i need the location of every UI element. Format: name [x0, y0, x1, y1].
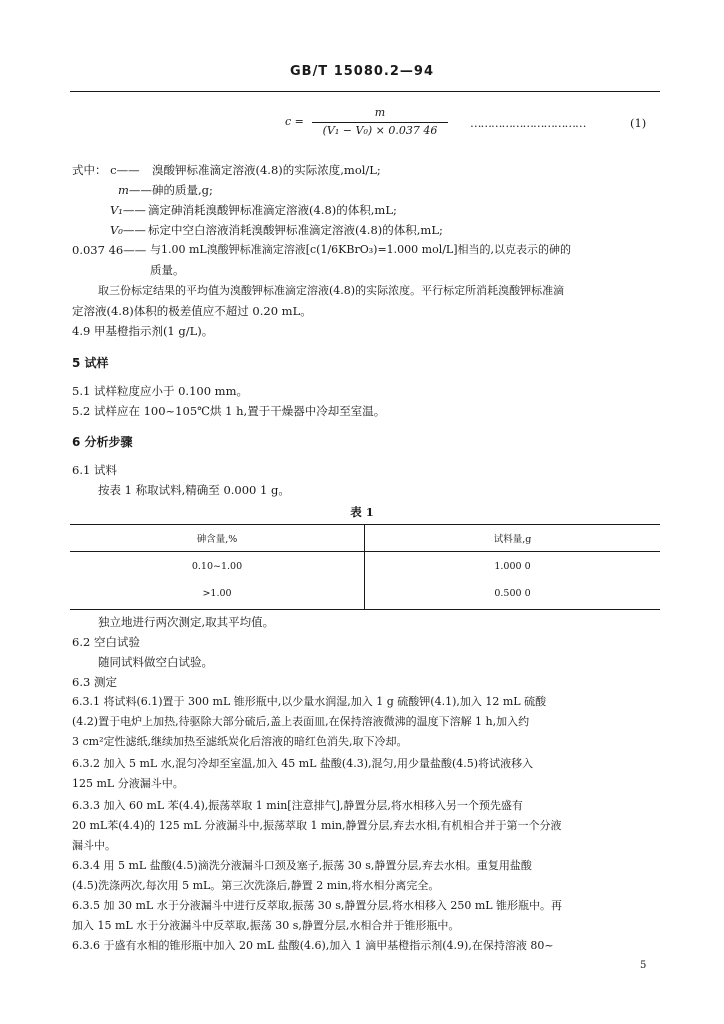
- where-c-symbol: 式中： c——: [72, 163, 140, 177]
- item-6-3-3-line-1: 6.3.3 加入 60 mL 苯(4.4),振荡萃取 1 min[注意排气],静置分层,将水相移入另一个预先盛有: [72, 799, 523, 812]
- formula-dots: ……………………………: [470, 116, 586, 130]
- item-6-3: 6.3 测定: [72, 675, 117, 689]
- table-bottom-rule: [70, 609, 660, 610]
- where-c-text: 溴酸钾标准滴定溶液(4.8)的实际浓度,mol/L;: [152, 163, 381, 177]
- table-row-2-arsenic: >1.00: [202, 588, 232, 599]
- item-5-2: 5.2 试样应在 100~105℃烘 1 h,置于干燥器中冷却至室温。: [72, 404, 386, 418]
- table-header-mass: 试料量,g: [493, 534, 532, 545]
- paragraph-average-cont: 定溶液(4.8)体积的极差值应不超过 0.20 mL。: [72, 304, 312, 318]
- section-6-heading: 6 分析步骤: [72, 435, 133, 449]
- table-row-1-arsenic: 0.10~1.00: [191, 561, 243, 572]
- paragraph-average: 取三份标定结果的平均值为溴酸钾标准滴定溶液(4.8)的实际浓度。平行标定所消耗溴酸钾标准滴: [98, 284, 565, 297]
- item-6-3-3-line-3: 漏斗中。: [72, 839, 116, 852]
- formula-lhs: c =: [285, 115, 304, 128]
- table-row-1-mass: 1.000 0: [494, 561, 531, 572]
- item-6-2-text: 随同试料做空白试验。: [98, 655, 213, 669]
- item-6-3-1-line-2: (4.2)置于电炉上加热,待驱除大部分硫后,盖上表面皿,在保持溶液微沸的温度下溶解 1 h,加入约: [72, 715, 530, 728]
- item-6-3-3-line-2: 20 mL苯(4.4)的 125 mL 分液漏斗中,振荡萃取 1 min,静置分层,弃去水相,有机相合并于第一个分液: [72, 819, 562, 832]
- section-5-heading: 5 试样: [72, 356, 109, 370]
- item-6-3-1-line-3: 3 cm²定性滤纸,继续加热至滤纸炭化后溶液的暗红色消失,取下冷却。: [72, 735, 408, 748]
- item-6-3-4-line-2: (4.5)洗涤两次,每次用 5 mL。第三次洗涤后,静置 2 min,将水相分离完全。: [72, 879, 440, 892]
- independent-note: 独立地进行两次测定,取其平均值。: [98, 615, 275, 629]
- table-header-rule: [70, 551, 660, 552]
- item-6-3-5-line-1: 6.3.5 加 30 mL 水于分液漏斗中进行反萃取,振荡 30 s,静置分层,将水相移入 250 mL 锥形瓶中。再: [72, 899, 563, 912]
- formula-numerator: m: [374, 106, 386, 119]
- formula-number: (1): [630, 116, 647, 130]
- item-4-9: 4.9 甲基橙指示剂(1 g/L)。: [72, 324, 214, 338]
- where-const-symbol: 0.037 46——: [72, 243, 147, 257]
- where-v0-symbol: V₀——: [110, 223, 146, 237]
- where-const-text: 与1.00 mL溴酸钾标准滴定溶液[c(1/6KBrO₃)=1.000 mol/L]相当的,以克表示的砷的: [150, 243, 572, 256]
- item-6-2: 6.2 空白试验: [72, 635, 140, 649]
- formula-denominator: (V₁ − V₀) × 0.037 46: [322, 124, 438, 137]
- table-caption: 表 1: [350, 505, 374, 519]
- where-v0-text: 标定中空白溶液消耗溴酸钾标准滴定溶液(4.8)的体积,mL;: [148, 223, 443, 237]
- item-6-1-text: 按表 1 称取试料,精确至 0.000 1 g。: [98, 483, 290, 497]
- table-row-2-mass: 0.500 0: [494, 588, 531, 599]
- item-6-3-1-line-1: 6.3.1 将试料(6.1)置于 300 mL 锥形瓶中,以少量水润湿,加入 1 g 硫酸钾(4.1),加入 12 mL 硫酸: [72, 695, 547, 708]
- item-6-3-6-line-1: 6.3.6 于盛有水相的锥形瓶中加入 20 mL 盐酸(4.6),加入 1 滴甲基橙指示剂(4.9),在保持溶液 80~: [72, 939, 554, 952]
- page-number: 5: [640, 960, 647, 971]
- where-m-text: 砷的质量,g;: [152, 183, 213, 197]
- table-header-arsenic: 砷含量,%: [196, 534, 238, 545]
- item-6-3-4-line-1: 6.3.4 用 5 mL 盐酸(4.5)滴洗分液漏斗口颈及塞子,振荡 30 s,静置分层,弃去水相。重复用盐酸: [72, 859, 532, 872]
- item-6-3-2-line-2: 125 mL 分液漏斗中。: [72, 777, 184, 790]
- item-6-1: 6.1 试料: [72, 463, 117, 477]
- fraction-bar: [312, 122, 448, 123]
- where-m-symbol: m——: [118, 183, 152, 197]
- item-6-3-2-line-1: 6.3.2 加入 5 mL 水,混匀冷却至室温,加入 45 mL 盐酸(4.3),混匀,用少量盐酸(4.5)将试液移入: [72, 757, 534, 770]
- table-top-rule: [70, 524, 660, 525]
- where-v1-text: 滴定砷消耗溴酸钾标准滴定溶液(4.8)的体积,mL;: [148, 203, 397, 217]
- standard-header: GB/T 15080.2—94: [289, 64, 435, 79]
- item-6-3-5-line-2: 加入 15 mL 水于分液漏斗中反萃取,振荡 30 s,静置分层,水相合并于锥形瓶中。: [72, 919, 460, 932]
- header-rule: [70, 91, 660, 92]
- where-v1-symbol: V₁——: [110, 203, 146, 217]
- item-5-1: 5.1 试样粒度应小于 0.100 mm。: [72, 384, 248, 398]
- where-const-text-cont: 质量。: [150, 263, 185, 277]
